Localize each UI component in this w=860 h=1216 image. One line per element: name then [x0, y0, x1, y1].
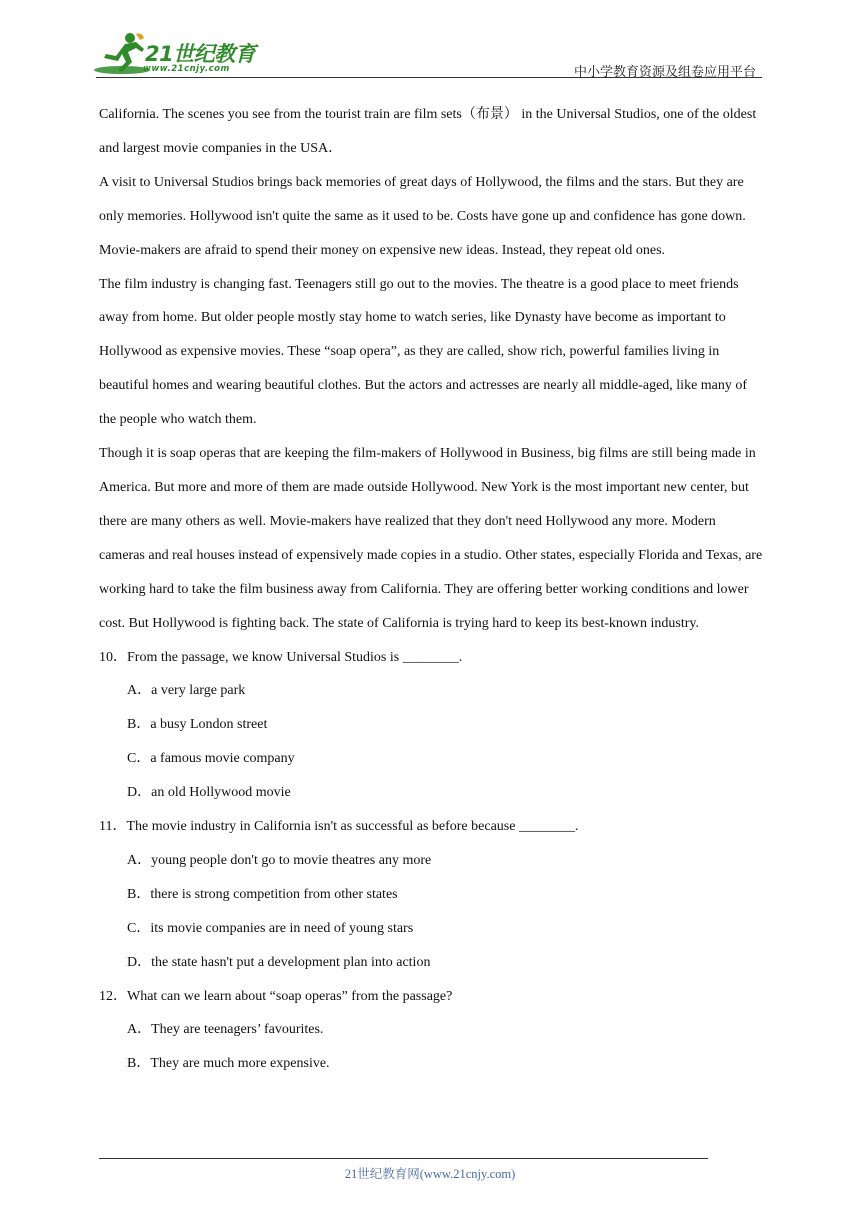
passage-paragraph: California. The scenes you see from the tourist train are film sets（布景） in the Universal Studios, one of the oldest and largest movie companies in the USA． [99, 107, 757, 156]
passage-paragraph: A visit to Universal Studios brings back memories of great days of Hollywood, the films and the stars. But they are only memories. Hollywood isn't quite the same as it used to be. Costs have gone up and confidence has gone down. Movie-makers are afraid to spend their money on expensive new ideas. Instead, they repeat old ones. [99, 174, 746, 258]
logo-text: 21世纪教育 [145, 42, 256, 66]
passage-paragraph: Though it is soap operas that are keeping the film-makers of Hollywood in Business, big films are still being made in America. But more and more of them are made outside Hollywood. New York is the most important new center, but there are many others as well. Movie-makers have realized that they don't need Hollywood any more. Modern cameras and real houses instead of expensively made copies in a studio. Other states, especially Florida and Texas, are working hard to take the film business away from California. They are offering better working conditions and lower cost. But Hollywood is fighting back. The state of California is trying hard to keep its best-known industry. [99, 446, 763, 631]
logo-url: www.21cnjy.com [143, 64, 230, 74]
answer-option: C．its movie companies are in need of young stars [127, 920, 414, 936]
footer-source-link[interactable]: 21世纪教育网(www.21cnjy.com) [344, 1167, 516, 1181]
answer-option: D．an old Hollywood movie [127, 785, 291, 801]
question-stem: 10．From the passage, we know Universal Studios is ________. [99, 649, 463, 665]
document-body [99, 98, 763, 1081]
question-stem: 12．What can we learn about “soap operas” from the passage? [99, 988, 453, 1004]
header-platform-text: 中小学教育资源及组卷应用平台 [573, 65, 756, 80]
answer-option: A．young people don't go to movie theatres any more [127, 852, 432, 868]
answer-option: B．there is strong competition from other states [127, 886, 398, 902]
answer-option: D．the state hasn't put a development plan into action [127, 954, 431, 970]
answer-option: A．a very large park [127, 683, 246, 699]
answer-option: A．They are teenagers’ favourites. [127, 1022, 324, 1038]
answer-option: B．They are much more expensive. [127, 1056, 330, 1072]
header-divider [96, 77, 762, 78]
question-stem: 11．The movie industry in California isn't as successful as before because ________. [99, 819, 579, 835]
answer-option: C．a famous movie company [127, 751, 295, 767]
answer-option: B．a busy London street [127, 717, 268, 733]
footer-divider [99, 1158, 708, 1159]
page-header [0, 0, 860, 80]
passage-paragraph: The film industry is changing fast. Teenagers still go out to the movies. The theatre is a good place to meet friends away from home. But older people mostly stay home to watch series, like Dynasty have become as important to Hollywood as expensive movies. These “soap opera”, as they are called, show rich, powerful families living in beautiful homes and wearing beautiful clothes. But the actors and actresses are nearly all middle-aged, like many of the people who watch them. [99, 276, 748, 428]
